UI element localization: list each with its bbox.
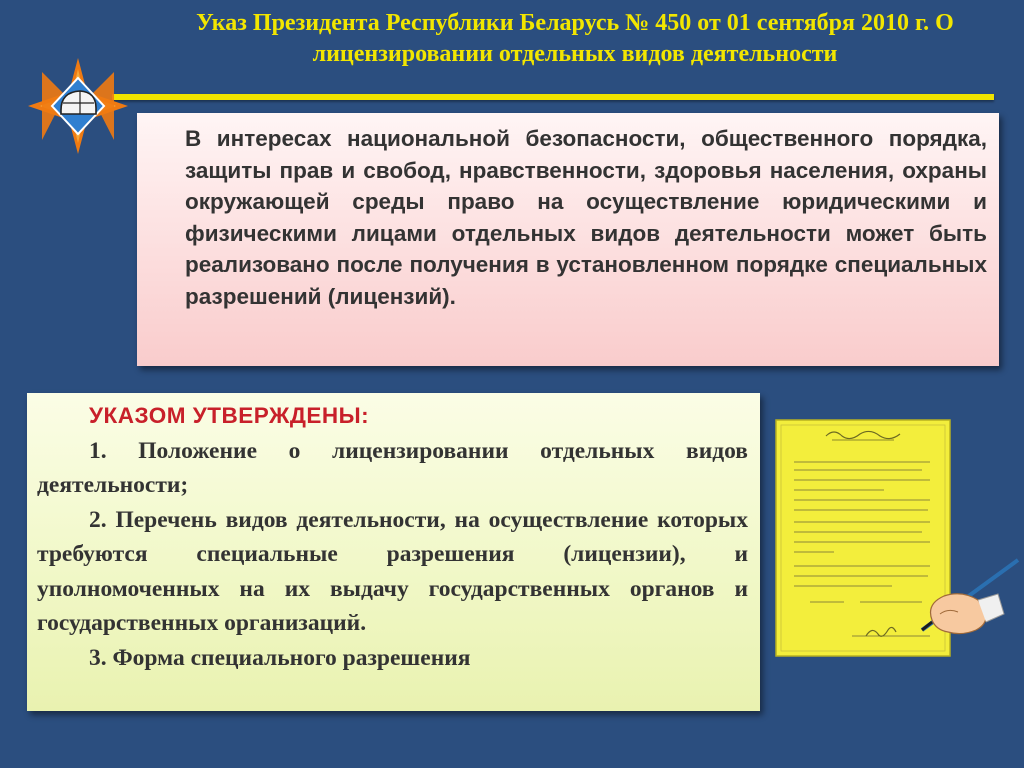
approved-box	[27, 393, 760, 711]
approved-item-2: 2. Перечень видов деятельности, на осуществление которых требуются специальные разрешения (лицензии), и уполномоченных на их выдачу государственных органов и государственных организаций.	[37, 506, 748, 636]
page-title: Указ Президента Республики Беларусь № 450 от 01 сентября 2010 г. О лицензировании отдельных видов деятельности	[196, 10, 954, 67]
intro-box	[137, 113, 999, 366]
intro-text: В интересах национальной безопасности, общественного порядка, защиты прав и свобод, нравственности, здоровья населения, охраны окружающей среды право на осуществление юридическими и физическими лицами отдельных видов деятельности может быть реализовано после получения в установленном порядке специальных разрешений (лицензий).	[185, 126, 987, 309]
approved-heading: УКАЗОМ УТВЕРЖДЕНЫ:	[89, 403, 370, 428]
approved-item-1: 1. Положение о лицензировании отдельных видов деятельности;	[37, 437, 748, 498]
signed-document-icon	[772, 418, 1020, 668]
mchs-emblem-icon	[28, 58, 128, 154]
title-underline	[112, 94, 994, 100]
approved-item-3: 3. Форма специального разрешения	[89, 644, 471, 671]
